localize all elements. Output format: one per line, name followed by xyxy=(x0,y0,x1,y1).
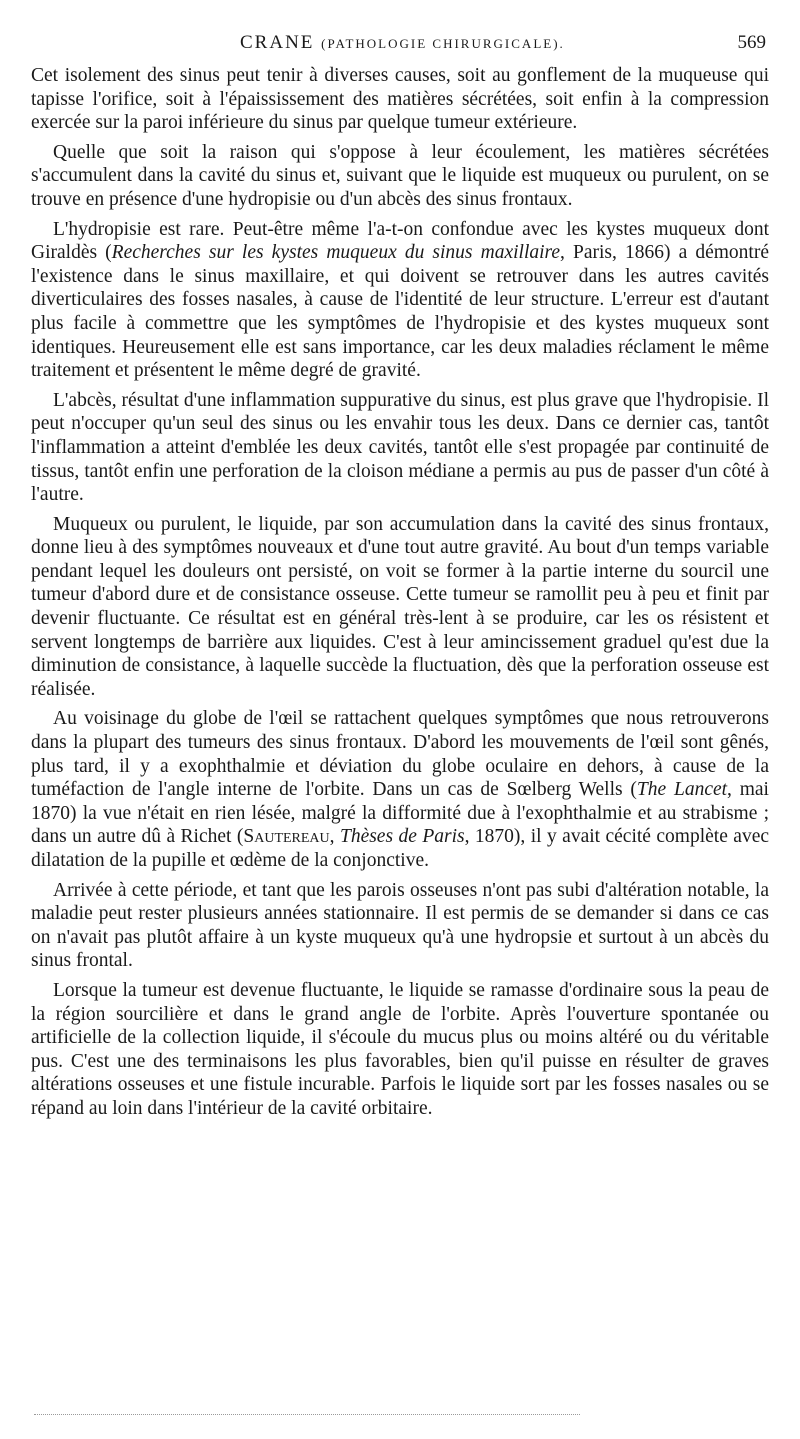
paragraph-text: Cet isolement des sinus peut tenir à diverses causes, soit au gonflement de la muqueuse qui tapisse l'orifice, soit à l'épaississement des matières sécrétées, soit enfin à la compression exercée sur la paroi inférieure du sinus par quelque tumeur extérieure. xyxy=(31,65,769,134)
paragraph-3 xyxy=(31,218,769,383)
citation-title: Thèses de Paris xyxy=(339,826,465,848)
page-number: 569 xyxy=(737,32,766,53)
paragraph-text: , Paris, 1866) a démontré l'existence dans le sinus maxillaire, et qui doivent se retrouver dans les autres cavités diverticulaires des fosses nasales, à cause de l'identité de leur structure. L'erreur est d'autant plus facile à commettre que les symptômes de l'hydropisie et des kystes muqueux sont identiques. Heureusement elle est sans importance, car les deux maladies réclament le même traitement et présentent le même degré de gravité. xyxy=(31,242,769,382)
paragraph-7 xyxy=(31,879,769,973)
footer-rule xyxy=(34,1414,580,1415)
paragraph-text: , mai 1870) la vue n'était en rien lésée, malgré la difformité due à l'exophthalmie et au strabisme ; dans un autre dû à Richet ( xyxy=(31,779,769,848)
paragraph-1 xyxy=(31,64,769,135)
running-title-main: CRANE xyxy=(240,32,315,53)
paragraph-6 xyxy=(31,707,769,872)
paragraph-text: Muqueux ou purulent, le liquide, par son accumulation dans la cavité des sinus frontaux, donne lieu à des symptômes nouveaux et d'une tout autre gravité. Au bout d'un temps variable pendant lequel les douleurs ont persisté, on voit se former à la partie interne du sourcil une tumeur d'abord dure et de consistance osseuse. Cette tumeur se ramollit peu à peu et finit par devenir fluctuante. Ce résultat est en général très-lent à se produire, car les os résistent et servent longtemps de barrière aux liquides. C'est à leur amincissement graduel qu'est due la diminution de consistance, à laquelle succède la fluctuation, dès que la perforation osseuse est réalisée. xyxy=(31,513,769,700)
body-text xyxy=(31,64,769,1123)
paragraph-4 xyxy=(31,389,769,507)
paragraph-text: , 1870), il y avait cécité complète avec dilatation de la pupille et œdème de la conjonctive. xyxy=(31,826,769,871)
paragraph-text: L'hydropisie est rare. Peut-être même l'a-t-on confondue avec les kystes muqueux dont Giraldès ( xyxy=(31,218,769,264)
paragraph-text: Au voisinage du globe de l'œil se rattachent quelques symptômes que nous retrouverons dans la plupart des tumeurs des sinus frontaux. D'abord les mouvements de l'œil sont gênés, plus tard, il y a exophthalmie et déviation du globe oculaire en dehors, à cause de la tuméfaction de l'angle interne de l'orbite. Dans un cas de Sœlberg Wells ( xyxy=(31,708,769,801)
paragraph-text: Arrivée à cette période, et tant que les parois osseuses n'ont pas subi d'altération notable, la maladie peut rester plusieurs années stationnaire. Il est permis de se demander si dans ce cas on n'avait pas plutôt affaire à un kyste muqueux qu'à une hydropsie et surtout à un abcès du sinus frontal. xyxy=(31,879,769,972)
running-title-sub: (PATHOLOGIE CHIRURGICALE). xyxy=(321,36,565,51)
paragraph-8 xyxy=(31,979,769,1121)
paragraph-5 xyxy=(31,513,769,702)
citation-title: The Lancet xyxy=(636,779,728,801)
paragraph-text: L'abcès, résultat d'une inflammation suppurative du sinus, est plus grave que l'hydropisie. Il peut n'occuper qu'un seul des sinus ou les envahir tous les deux. Dans ce dernier cas, tantôt l'inflammation a atteint d'emblée les deux cavités, tantôt elle s'est propagée par continuité de tissus, tantôt enfin une perforation de la cloison médiane a permis au pus de passer d'un côté à l'autre. xyxy=(31,389,769,506)
citation-author: Sautereau xyxy=(243,826,330,848)
paragraph-2 xyxy=(31,141,769,212)
paragraph-text: , xyxy=(329,826,340,848)
citation-title: Recherches sur les kystes muqueux du sinus maxillaire xyxy=(111,242,561,264)
running-head xyxy=(30,30,770,58)
paragraph-text: Lorsque la tumeur est devenue fluctuante, le liquide se ramasse d'ordinaire sous la peau de la région sourcilière et dans le grand angle de l'orbite. Après l'ouverture spontanée ou artificielle de la collection liquide, il s'écoule du mucus plus ou moins altéré ou du véritable pus. C'est une des terminaisons les plus favorables, bien qu'il puisse en résulter de graves altérations osseuses et une fistule incurable. Parfois le liquide sort par les fosses nasales ou se répand au loin dans l'intérieur de la cavité orbitaire. xyxy=(31,979,769,1119)
paragraph-text: Quelle que soit la raison qui s'oppose à leur écoulement, les matières sécrétées s'accumulent dans la cavité du sinus et, suivant que le liquide est muqueux ou purulent, on se trouve en présence d'une hydropisie ou d'un abcès des sinus frontaux. xyxy=(31,141,769,210)
running-title xyxy=(240,32,565,54)
